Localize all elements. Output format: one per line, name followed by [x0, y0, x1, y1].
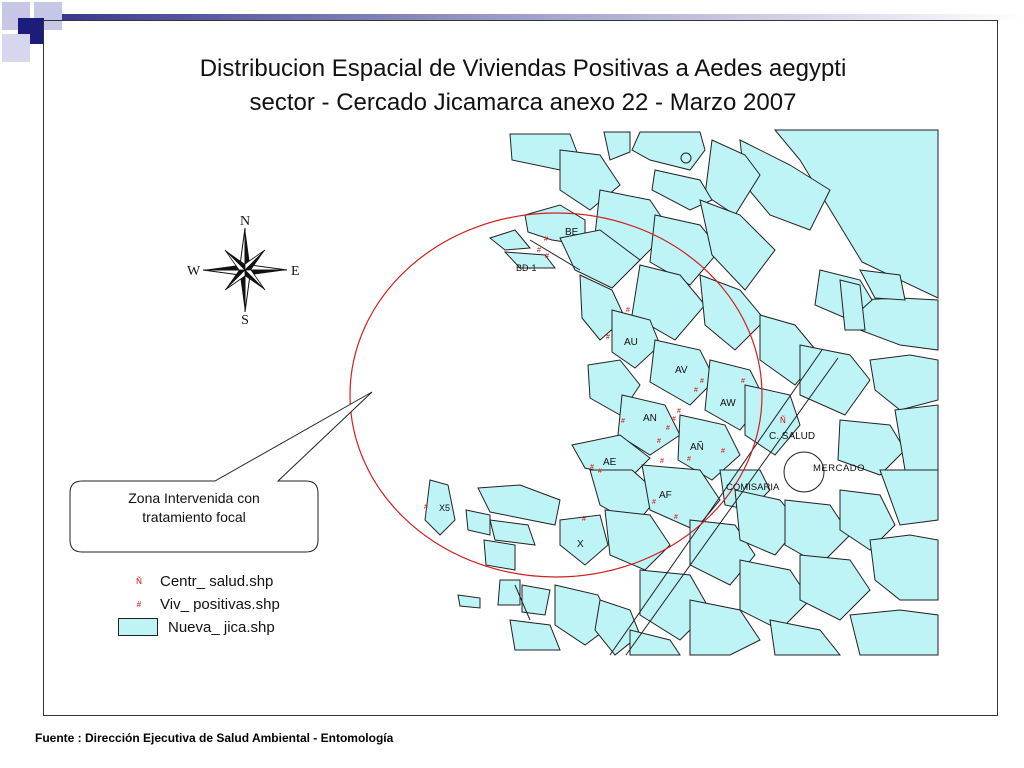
label-au: AU — [624, 337, 638, 348]
house-marker: # — [666, 425, 670, 432]
legend-item-positive-houses — [118, 594, 280, 614]
block — [870, 535, 938, 600]
house-marker: # — [598, 468, 602, 475]
legend-item-health-center — [118, 571, 273, 591]
legend-label: Centr_ salud.shp — [160, 572, 274, 590]
block — [870, 355, 938, 410]
house-marker: # — [657, 438, 661, 445]
house-marker: # — [582, 516, 586, 523]
roundabout-small — [681, 153, 691, 163]
house-marker: # — [424, 504, 428, 511]
house-marker: # — [700, 378, 704, 385]
compass-rose — [187, 214, 300, 328]
block — [850, 610, 938, 655]
callout-bubble — [70, 392, 372, 552]
block — [490, 230, 530, 250]
label-bd1: BD-1 — [516, 263, 537, 273]
legend-label: Nueva_ jica.shp — [168, 618, 275, 636]
block — [466, 510, 490, 535]
label-an: AN — [643, 413, 657, 424]
block — [498, 580, 520, 605]
house-marker: # — [660, 458, 664, 465]
positive-house-legend-icon: # — [136, 599, 142, 609]
block — [458, 595, 480, 608]
block — [484, 540, 515, 570]
callout-line-1: Zona Intervenida con — [128, 490, 260, 506]
house-marker: # — [590, 464, 594, 471]
house-marker: # — [672, 416, 676, 423]
label-be: BE — [565, 227, 579, 238]
block — [490, 520, 535, 545]
label-aw: AW — [720, 398, 736, 409]
house-marker: # — [687, 456, 691, 463]
block-swatch-icon — [118, 618, 158, 636]
callout-text — [70, 489, 318, 527]
block — [510, 620, 560, 650]
house-marker: # — [606, 334, 610, 341]
house-marker: # — [674, 514, 678, 521]
block — [700, 275, 765, 350]
label-x: X — [577, 539, 584, 550]
legend-label: Viv_ positivas.shp — [160, 595, 280, 613]
source-note: Fuente : Dirección Ejecutiva de Salud Ambiental - Entomología — [35, 731, 394, 745]
compass-e: E — [291, 264, 300, 279]
compass-n: N — [239, 214, 251, 229]
compass-s: S — [241, 313, 249, 328]
house-marker: # — [544, 236, 548, 243]
block-c-salud — [745, 385, 800, 455]
label-mercado: MERCADO — [813, 463, 866, 474]
health-center-marker: Ñ — [780, 416, 786, 425]
house-marker: # — [626, 307, 630, 314]
title-line-1: Distribucion Espacial de Viviendas Positivas a Aedes aegypti — [199, 55, 847, 82]
block — [855, 298, 938, 350]
house-marker: # — [537, 247, 541, 254]
label-an2: AÑ — [690, 442, 704, 453]
house-marker: # — [621, 418, 625, 425]
block — [604, 132, 630, 160]
label-c-salud: C. SALUD — [769, 431, 816, 442]
label-comisaria: COMISARIA — [726, 482, 780, 493]
house-marker: # — [677, 408, 681, 415]
block — [770, 620, 840, 655]
house-marker: # — [721, 448, 725, 455]
compass-w: W — [187, 264, 201, 279]
house-marker: # — [741, 378, 745, 385]
legend-item-blocks — [118, 617, 275, 637]
label-ae: AE — [603, 457, 617, 468]
block — [895, 405, 938, 470]
label-x5: X5 — [439, 503, 451, 513]
block — [632, 132, 705, 170]
callout-line-2: tratamiento focal — [142, 509, 246, 525]
city-blocks — [425, 130, 938, 655]
label-af: AF — [659, 490, 672, 501]
house-marker: # — [652, 499, 656, 506]
title-line-2: sector - Cercado Jicamarca anexo 22 - Marzo 2007 — [249, 89, 797, 116]
label-av: AV — [675, 365, 688, 376]
house-marker: # — [545, 253, 549, 260]
block — [700, 200, 775, 290]
block — [605, 510, 670, 570]
house-marker: # — [694, 387, 698, 394]
health-center-legend-icon: Ñ — [136, 576, 142, 586]
block — [800, 345, 870, 415]
block — [800, 555, 870, 620]
